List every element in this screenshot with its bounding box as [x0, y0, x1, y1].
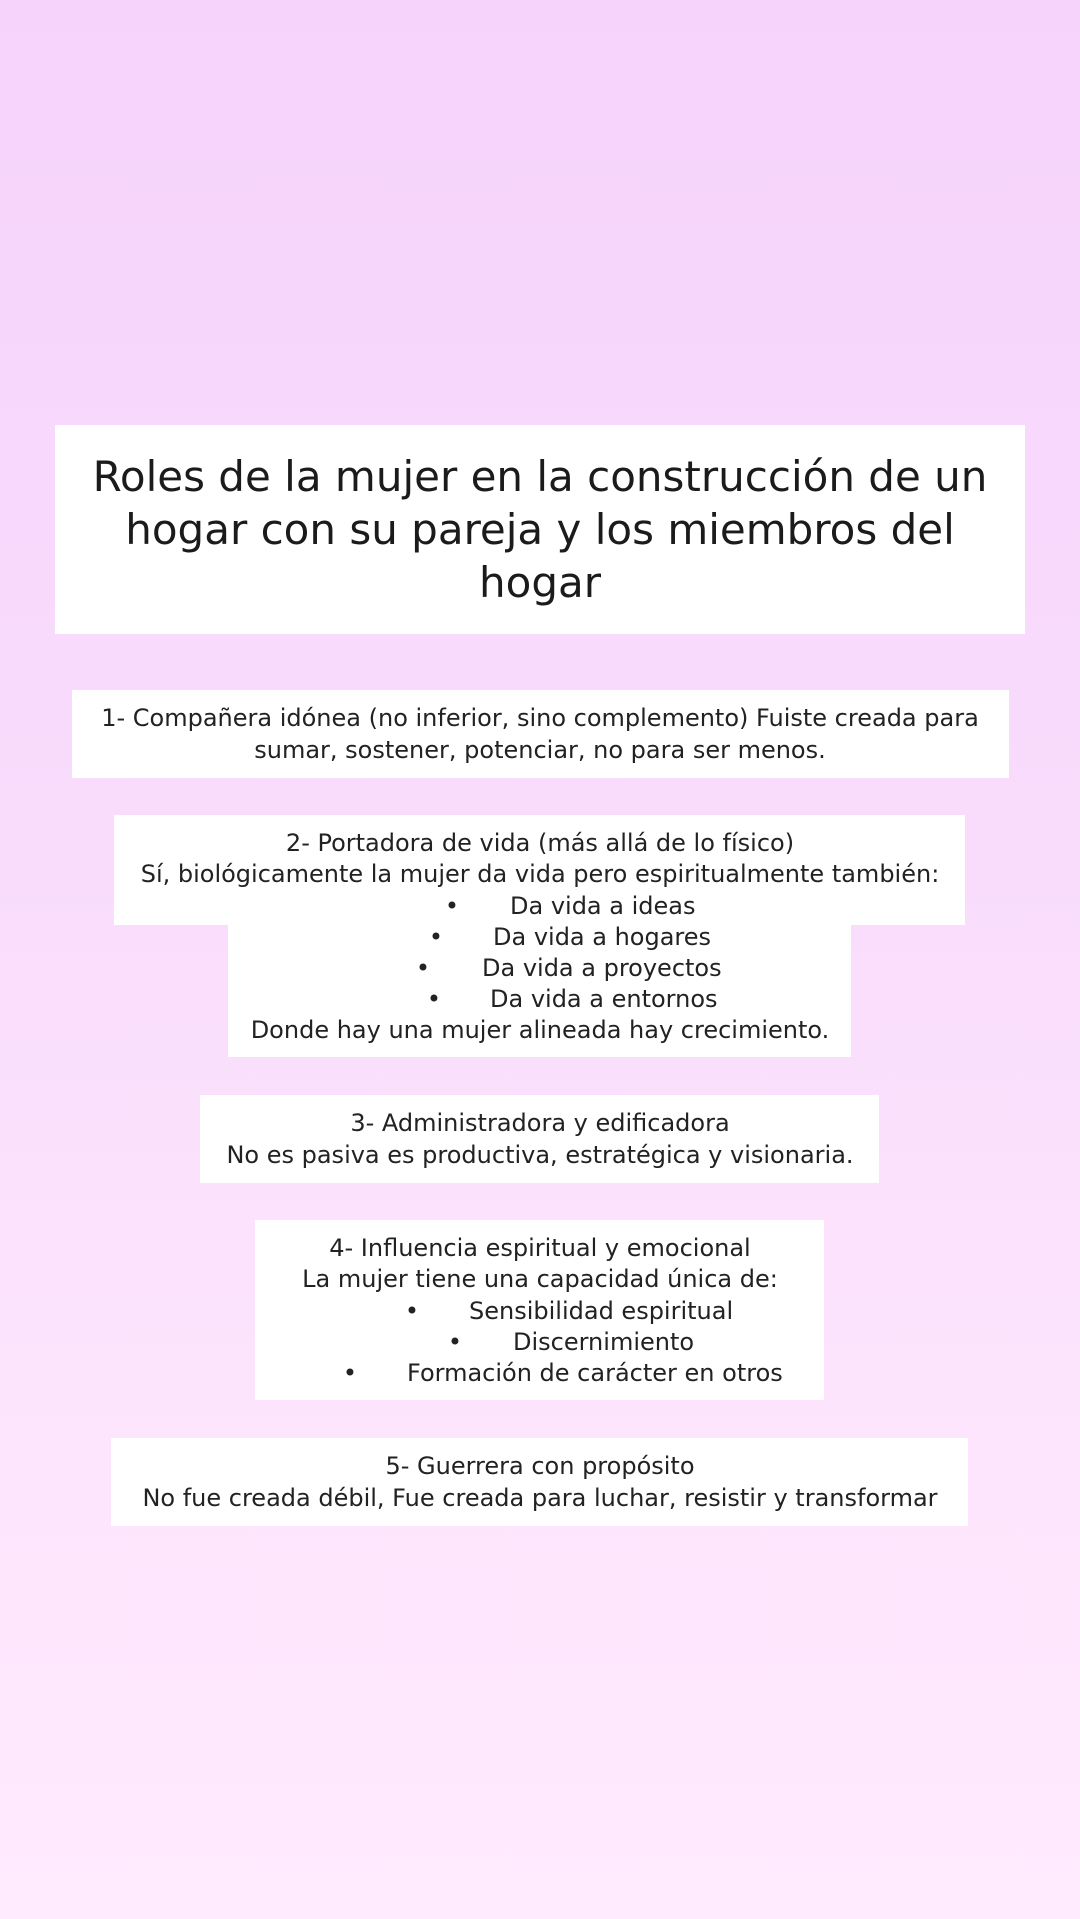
- section-2-intro: Sí, biológicamente la mujer da vida pero espiritualmente también:: [140, 860, 940, 888]
- section-5-heading: 5- Guerrera con propósito: [385, 1452, 695, 1480]
- list-item-text: Sensibilidad espiritual: [469, 1297, 734, 1325]
- section-1-line-1: 1- Compañera idónea (no inferior, sino complemento) Fuiste creada para: [101, 704, 979, 732]
- list-item-text: Da vida a ideas: [510, 892, 696, 920]
- bullet-icon: •: [415, 954, 431, 982]
- list-item-text: Da vida a hogares: [493, 923, 712, 951]
- page-title: Roles de la mujer en la construcción de un hogar con su pareja y los miembros del hogar: [92, 452, 988, 607]
- list-item: [0, 891, 1080, 922]
- bullet-icon: •: [444, 892, 460, 920]
- bullet-icon: •: [426, 985, 442, 1013]
- list-item: [0, 1358, 1080, 1389]
- list-item-text: Da vida a proyectos: [482, 954, 722, 982]
- section-4-intro: La mujer tiene una capacidad única de:: [302, 1265, 778, 1293]
- section-4-heading: 4- Influencia espiritual y emocional: [329, 1234, 751, 1262]
- list-item-text: Formación de carácter en otros: [407, 1359, 783, 1387]
- section-5-text: No fue creada débil, Fue creada para luchar, resistir y transformar: [142, 1484, 938, 1512]
- section-1-line-2: sumar, sostener, potenciar, no para ser menos.: [254, 736, 826, 764]
- bullet-icon: •: [428, 923, 444, 951]
- section-3-heading: 3- Administradora y edificadora: [350, 1109, 730, 1137]
- list-item: [0, 984, 1080, 1015]
- bullet-icon: •: [342, 1359, 358, 1387]
- bullet-icon: •: [447, 1328, 463, 1356]
- section-3-text: No es pasiva es productiva, estratégica y visionaria.: [226, 1141, 854, 1169]
- list-item-text: Da vida a entornos: [490, 985, 718, 1013]
- list-item: [0, 953, 1080, 984]
- section-2-closing: Donde hay una mujer alineada hay crecimiento.: [250, 1016, 830, 1044]
- bullet-icon: •: [404, 1297, 420, 1325]
- list-item: [0, 1296, 1080, 1327]
- list-item: [0, 1327, 1080, 1358]
- section-2-heading: 2- Portadora de vida (más allá de lo físico): [285, 829, 795, 857]
- list-item-text: Discernimiento: [513, 1328, 695, 1356]
- list-item: [0, 922, 1080, 953]
